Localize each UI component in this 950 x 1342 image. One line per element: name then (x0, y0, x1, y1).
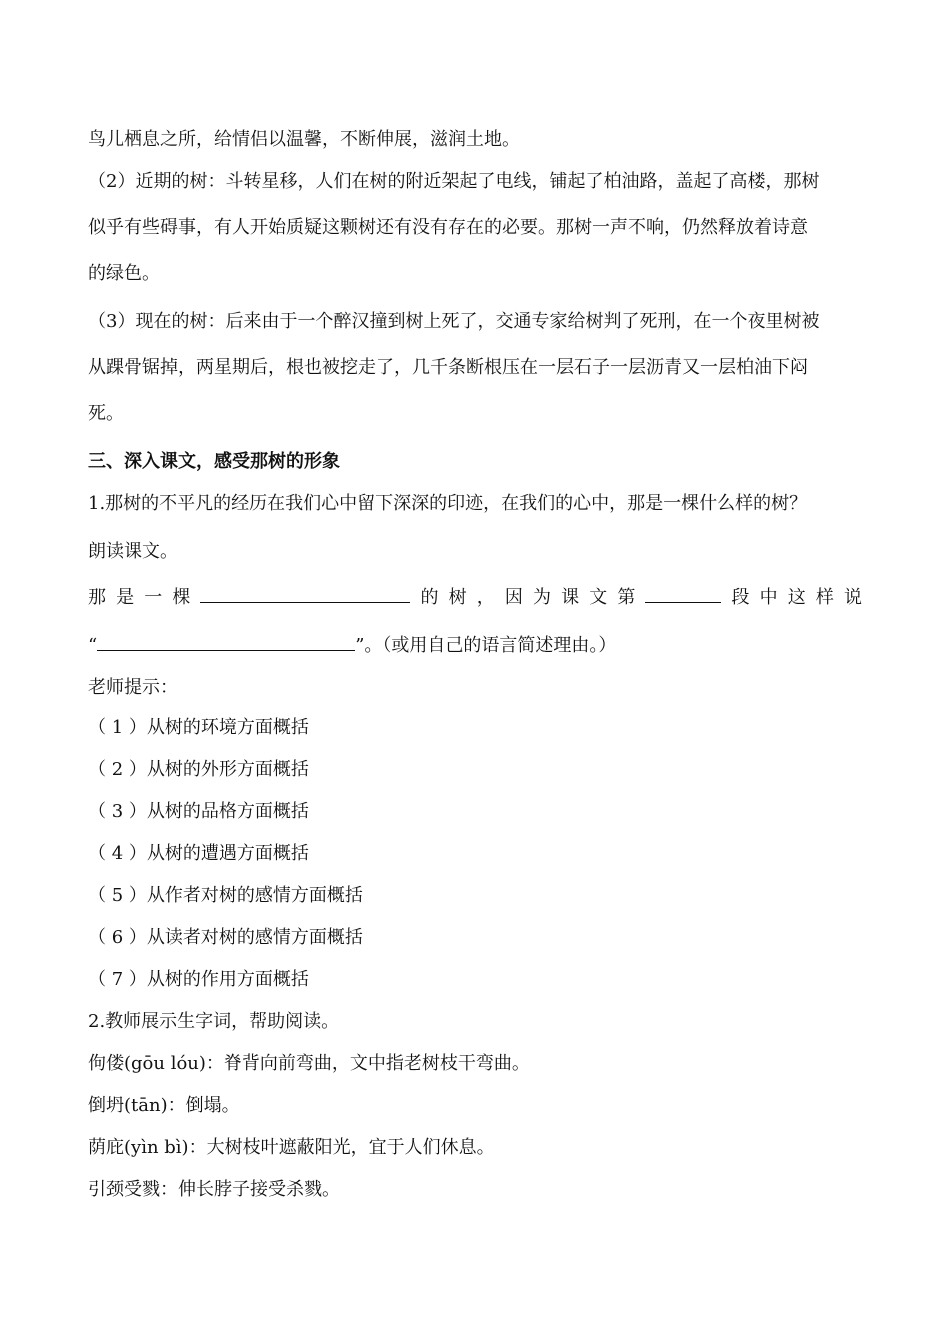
question-1: 1.那树的不平凡的经历在我们心中留下深深的印迹，在我们的心中，那是一棵什么样的树？ (88, 493, 808, 514)
fill-char: 段 (731, 587, 750, 608)
vocab-item: 引颈受戮：伸长脖子接受杀戮。 (88, 1179, 340, 1200)
hint-item: （ 7 ）从树的作用方面概括 (88, 969, 309, 990)
section-heading: 三、深入课文，感受那树的形象 (88, 451, 340, 472)
hint-item: （ 1 ）从树的环境方面概括 (88, 717, 309, 738)
fill-blank-line (88, 582, 862, 610)
fill-char: 树 (448, 587, 467, 608)
vocab-item: 佝偻(gōu lóu)：脊背向前弯曲，文中指老树枝干弯曲。 (88, 1053, 530, 1074)
fill-char: 说 (843, 587, 862, 608)
fill-char: 为 (532, 587, 551, 608)
paragraph-2-line-1: （2）近期的树：斗转星移，人们在树的附近架起了电线，铺起了柏油路，盖起了高楼，那树 (88, 171, 820, 192)
fill-char: 这 (787, 587, 806, 608)
paragraph-3-line-3: 死。 (88, 403, 124, 424)
tree-description-blank[interactable] (200, 582, 410, 603)
paragraph-number-blank[interactable] (645, 582, 721, 603)
fill-char: 那 (88, 587, 106, 608)
hint-item: （ 4 ）从树的遭遇方面概括 (88, 843, 309, 864)
paragraph-2-line-2: 似乎有些碍事，有人开始质疑这颗树还有没有存在的必要。那树一声不响，仍然释放着诗意 (88, 217, 808, 238)
fill-char: 的 (420, 587, 439, 608)
paragraph-3-line-1: （3）现在的树：后来由于一个醉汉撞到树上死了，交通专家给树判了死刑，在一个夜里树被 (88, 311, 820, 332)
fill-char: 文 (589, 587, 608, 608)
read-instruction: 朗读课文。 (88, 541, 178, 562)
fill-char: 第 (617, 587, 636, 608)
fill-char: 中 (759, 587, 778, 608)
paragraph-2-line-3: 的绿色。 (88, 263, 160, 284)
fill-char: ， (476, 587, 495, 608)
quote-close: ”。（或用自己的语言简述理由。） (355, 635, 617, 656)
fill-char: 因 (504, 587, 523, 608)
fill-char: 课 (561, 587, 580, 608)
quote-blank-line (88, 630, 862, 658)
fill-char: 是 (116, 587, 135, 608)
vocab-item: 倒坍(tān)：倒塌。 (88, 1095, 240, 1116)
hint-item: （ 6 ）从读者对树的感情方面概括 (88, 927, 363, 948)
fill-char: 样 (815, 587, 834, 608)
hint-title: 老师提示： (88, 677, 178, 698)
vocab-item: 荫庇(yìn bì)：大树枝叶遮蔽阳光，宜于人们休息。 (88, 1137, 495, 1158)
hint-item: （ 3 ）从树的品格方面概括 (88, 801, 309, 822)
fill-char: 一 (144, 587, 163, 608)
paragraph-1-line-1: 鸟儿栖息之所，给情侣以温馨，不断伸展，滋润土地。 (88, 129, 520, 150)
quote-blank[interactable] (97, 630, 355, 651)
hint-item: （ 2 ）从树的外形方面概括 (88, 759, 309, 780)
hint-item: （ 5 ）从作者对树的感情方面概括 (88, 885, 363, 906)
quote-open: “ (88, 635, 98, 656)
fill-char: 棵 (172, 587, 191, 608)
question-2: 2.教师展示生字词，帮助阅读。 (88, 1011, 340, 1032)
paragraph-3-line-2: 从踝骨锯掉，两星期后，根也被挖走了，几千条断根压在一层石子一层沥青又一层柏油下闷 (88, 357, 808, 378)
